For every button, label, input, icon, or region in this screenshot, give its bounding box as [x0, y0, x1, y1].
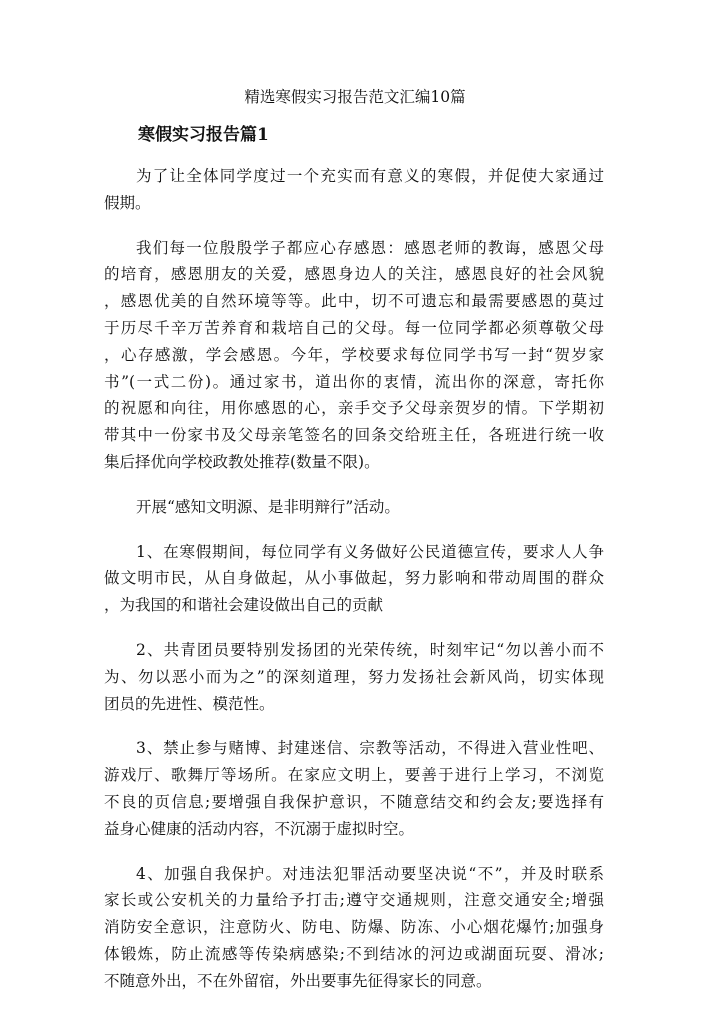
text-line: 家长或公安机关的力量给予打击;遵守交通规则，注意交通安全;增强	[104, 891, 604, 910]
text-line: 1、在寒假期间，每位同学有义务做好公民道德宣传，要求人人争	[136, 542, 604, 561]
text-line: 的祝愿和向往，用你感恩的心，亲手交予父母亲贺岁的情。下学期初	[104, 399, 604, 418]
text-line: 消防安全意识，注意防火、防电、防爆、防冻、小心烟花爆竹;加强身	[104, 918, 604, 937]
text-line: ，心存感激，学会感恩。今年，学校要求每位同学书写一封“贺岁家	[104, 345, 604, 364]
text-line: 游戏厅、歌舞厅等场所。在家应文明上，要善于进行上学习，不浏览	[104, 766, 604, 785]
paragraph	[104, 494, 604, 521]
text-line: 团员的先进性、模范性。	[104, 694, 275, 713]
text-line: 4、加强自我保护。对违法犯罪活动要坚决说“不”，并及时联系	[136, 864, 604, 883]
text-line: 假期。	[104, 193, 151, 212]
text-line: 带其中一份家书及父母亲笔签名的回条交给班主任，各班进行统一收	[104, 426, 604, 445]
text-line: ，为我国的和谐社会建设做出自己的贡献	[104, 596, 384, 615]
text-line: 我们每一位殷殷学子都应心存感恩：感恩老师的教诲，感恩父母	[136, 238, 604, 257]
text-line: 开展“感知文明源、是非明辩行”活动。	[136, 497, 400, 516]
text-line: 体锻炼，防止流感等传染病感染;不到结冰的河边或湖面玩耍、滑冰;	[104, 944, 604, 963]
text-line: 于历尽千辛万苦养育和栽培自己的父母。每一位同学都必须尊敬父母	[104, 318, 604, 337]
paragraph	[104, 163, 604, 217]
paragraph	[104, 637, 604, 717]
text-line: 的培育，感恩朋友的关爱，感恩身边人的关注，感恩良好的社会风貌	[104, 265, 604, 284]
text-line: 不随意外出，不在外留宿，外出要事先征得家长的同意。	[104, 971, 492, 990]
text-line: 3、禁止参与赌博、封建迷信、宗教等活动，不得进入营业性吧、	[136, 739, 604, 758]
paragraph	[104, 539, 604, 619]
paragraph	[104, 735, 604, 842]
text-line: 2、共青团员要特别发扬团的光荣传统，时刻牢记“勿以善小而不	[136, 640, 604, 659]
section-heading: 寒假实习报告篇1	[138, 125, 269, 145]
document-title: 精选寒假实习报告范文汇编10篇	[244, 88, 466, 106]
paragraph	[104, 861, 604, 995]
text-line: ，感恩优美的自然环境等等。此中，切不可遗忘和最需要感恩的莫过	[104, 292, 604, 311]
paragraph	[104, 235, 604, 476]
text-line: 不良的页信息;要增强自我保护意识，不随意结交和约会友;要选择有	[104, 792, 604, 811]
text-line: 益身心健康的活动内容，不沉溺于虚拟时空。	[104, 819, 415, 838]
text-line: 书”(一式二份)。通过家书，道出你的衷情，流出你的深意，寄托你	[104, 372, 604, 391]
text-line: 为了让全体同学度过一个充实而有意义的寒假，并促使大家通过	[136, 167, 604, 185]
text-line: 为、勿以恶小而为之”的深刻道理，努力发扬社会新风尚，切实体现	[104, 667, 604, 686]
text-line: 做文明市民，从自身做起，从小事做起，努力影响和带动周围的群众	[104, 569, 604, 588]
text-line: 集后择优向学校政教处推荐(数量不限)。	[104, 452, 380, 471]
document-body	[104, 163, 604, 1013]
